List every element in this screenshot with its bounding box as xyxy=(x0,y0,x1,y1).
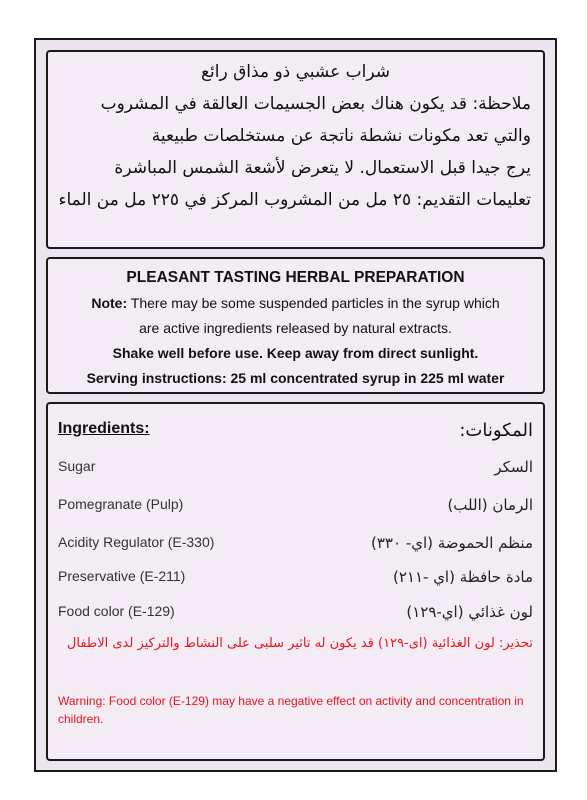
ingredient-ar: الرمان (اللب) xyxy=(447,496,533,514)
product-label xyxy=(34,38,557,772)
english-serving: Serving instructions: 25 ml concentrated syrup in 225 ml water xyxy=(86,370,505,386)
ingredient-en: Preservative (E-211) xyxy=(58,568,186,584)
ingredient-row xyxy=(58,603,533,627)
arabic-warning: تحذير: لون الغذائية (اى-١٢٩) قد يكون له تاثير سلبى على النشاط والتركيز لدى الاطفال xyxy=(66,636,533,651)
ingredient-en: Pomegranate (Pulp) xyxy=(58,496,184,512)
note-label: Note: xyxy=(91,295,128,311)
english-title: PLEASANT TASTING HERBAL PREPARATION xyxy=(126,269,465,286)
ingredients-header xyxy=(58,420,533,444)
ingredient-row xyxy=(58,496,533,520)
ingredient-ar: السكر xyxy=(494,458,533,476)
note-text: There may be some suspended particles in the syrup which xyxy=(127,295,500,311)
english-warning: Warning: Food color (E-129) may have a negative effect on activity and concentration in children. xyxy=(58,694,524,726)
ingredient-row xyxy=(58,534,533,558)
english-note xyxy=(48,294,543,312)
ingredients-panel xyxy=(46,402,545,761)
ingredient-ar: لون غذائي (اي-١٢٩) xyxy=(406,603,533,621)
arabic-info-panel xyxy=(46,50,545,249)
arabic-note-line: ملاحظة: قد يكون هناك بعض الجسيمات العالقة في المشروب xyxy=(100,94,531,114)
ingredients-header-ar: المكونات: xyxy=(459,420,533,441)
arabic-shake-line: يرج جيدا قبل الاستعمال. لا يتعرض لأشعة الشمس المباشرة xyxy=(114,158,531,178)
english-shake: Shake well before use. Keep away from direct sunlight. xyxy=(112,345,479,361)
arabic-serving-line: تعليمات التقديم: ٢٥ مل من المشروب المركز في ٢٢٥ مل من الماء xyxy=(58,190,531,210)
ingredient-ar: منظم الحموضة (اي- ٣٣٠) xyxy=(371,534,533,552)
ingredient-en: Acidity Regulator (E-330) xyxy=(58,534,215,550)
ingredient-en: Food color (E-129) xyxy=(58,603,175,619)
arabic-title: شراب عشبي ذو مذاق رائع xyxy=(200,62,390,82)
ingredients-header-en: Ingredients: xyxy=(58,420,150,437)
ingredient-en: Sugar xyxy=(58,458,96,474)
ingredient-row xyxy=(58,458,533,482)
ingredient-ar: مادة حافظة (اي -٢١١) xyxy=(392,568,533,586)
arabic-note-line: والتي تعد مكونات نشطة ناتجة عن مستخلصات طبيعية xyxy=(151,126,531,146)
english-info-panel xyxy=(46,257,545,394)
ingredient-row xyxy=(58,568,533,592)
english-note-cont: are active ingredients released by natural extracts. xyxy=(139,320,452,336)
